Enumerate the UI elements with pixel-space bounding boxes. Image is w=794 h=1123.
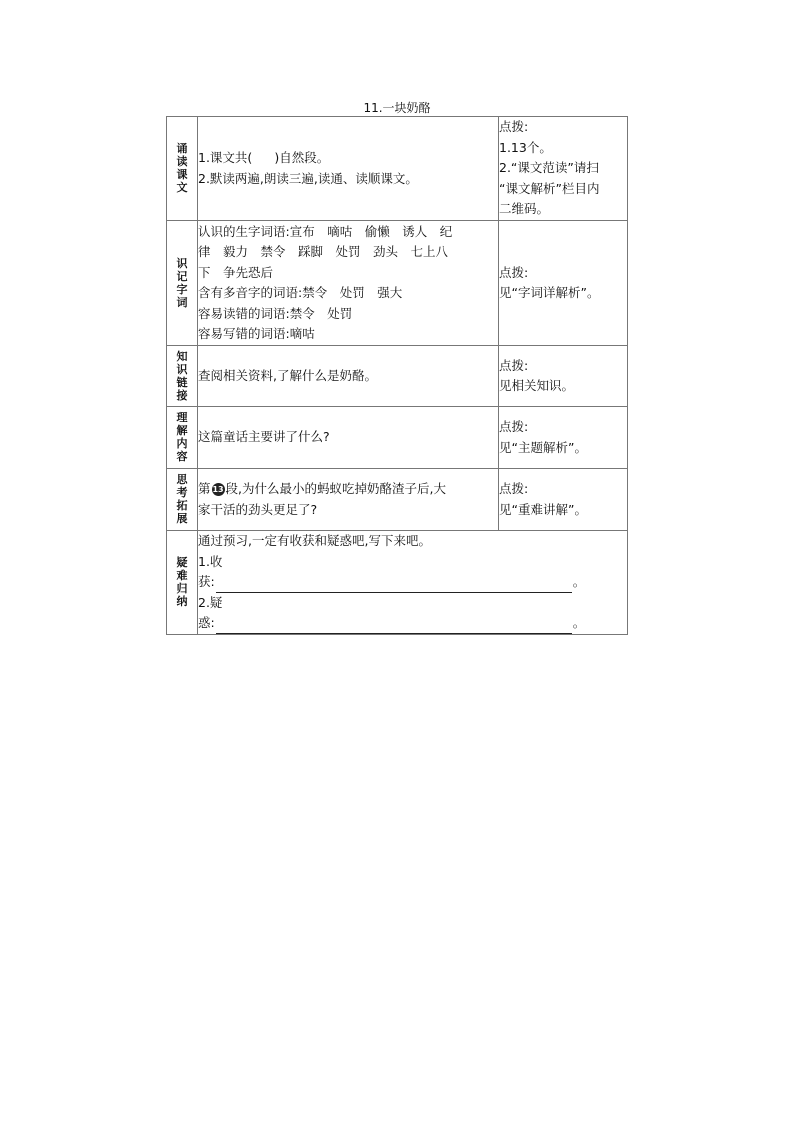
page-title: 11.一块奶酪: [363, 101, 431, 115]
content-line: 认识的生字词语:宣布 嘀咕 偷懒 诱人 纪: [198, 223, 453, 239]
table-row-vocabulary: [167, 221, 628, 346]
content-line: 律 毅力 禁令 踩脚 处罚 劲头 七上八: [198, 244, 449, 259]
tip-heading: 点拨:: [499, 481, 529, 496]
table-row-knowledge: [167, 346, 628, 407]
tip-line: 1.13个。: [499, 139, 552, 155]
tip-line: 2.“课文范读”请扫: [499, 160, 599, 176]
tip-line: 见“重难讲解”。: [499, 501, 587, 517]
tip-line: 见“字词详解析”。: [499, 285, 600, 300]
content-line: 这篇童话主要讲了什么?: [198, 429, 330, 445]
content-line: 第 13 段,为什么最小的蚂蚁吃掉奶酪渣子后,大: [198, 481, 446, 496]
content-cell: [198, 221, 499, 346]
row-label-cell: [167, 531, 198, 635]
row-label-cell: [167, 346, 198, 407]
content-cell: [198, 117, 499, 221]
content-cell: [198, 407, 499, 469]
content-cell: [198, 531, 628, 635]
content-line: 1.课文共( )自然段。: [198, 150, 330, 165]
tip-line: 见“主题解析”。: [499, 439, 587, 455]
preview-table: [166, 116, 628, 635]
circled-number: 13: [212, 485, 224, 494]
row-label-cell: [167, 469, 198, 531]
tip-line: “课文解析”栏目内: [499, 180, 600, 196]
content-line: 2.疑: [198, 594, 223, 610]
table-row-extension: [167, 469, 628, 531]
content-line: 2.默读两遍,朗读三遍,读通、读顺课文。: [198, 170, 418, 186]
row-label: 识记字词: [176, 256, 188, 309]
row-label: 思考拓展: [176, 473, 188, 525]
tip-line: 见相关知识。: [499, 378, 575, 393]
gain-answer-line[interactable]: [216, 578, 572, 593]
content-line: 下 争先恐后: [198, 264, 274, 280]
tip-heading: 点拨:: [499, 119, 529, 135]
content-line: 家干活的劲头更足了?: [198, 501, 318, 517]
content-line: 通过预习,一定有收获和疑惑吧,写下来吧。: [198, 533, 431, 548]
row-label-cell: [167, 221, 198, 346]
row-label: 诵读课文: [176, 142, 188, 194]
doubt-answer-line[interactable]: [216, 619, 572, 634]
tip-heading: 点拨:: [499, 357, 529, 373]
tip-heading: 点拨:: [499, 264, 529, 280]
table-row-understanding: [167, 407, 628, 469]
tip-cell: [499, 407, 628, 469]
doubt-fill-row: 惑: 。: [198, 613, 627, 634]
gain-fill-row: 获: 。: [198, 572, 627, 593]
row-label: 知识链接: [176, 349, 188, 402]
table-row-recite: [167, 117, 628, 221]
tip-line: 二维码。: [499, 201, 550, 217]
content-line: 容易读错的词语:禁令 处罚: [198, 305, 353, 321]
row-label-cell: [167, 407, 198, 469]
row-label: 理解内容: [176, 411, 188, 463]
content-line: 1.收: [198, 553, 223, 569]
table-row-questions: [167, 531, 628, 635]
tip-heading: 点拨:: [499, 419, 529, 434]
row-label-cell: [167, 117, 198, 221]
tip-cell: [499, 117, 628, 221]
row-label: 疑难归纳: [176, 555, 188, 608]
tip-cell: [499, 346, 628, 407]
content-line: 含有多音字的词语:禁令 处罚 强大: [198, 285, 403, 300]
tip-cell: [499, 221, 628, 346]
content-cell: [198, 469, 499, 531]
content-line: 容易写错的词语:嘀咕: [198, 326, 315, 341]
tip-cell: [499, 469, 628, 531]
content-cell: [198, 346, 499, 407]
content-line: 查阅相关资料,了解什么是奶酪。: [198, 367, 377, 383]
